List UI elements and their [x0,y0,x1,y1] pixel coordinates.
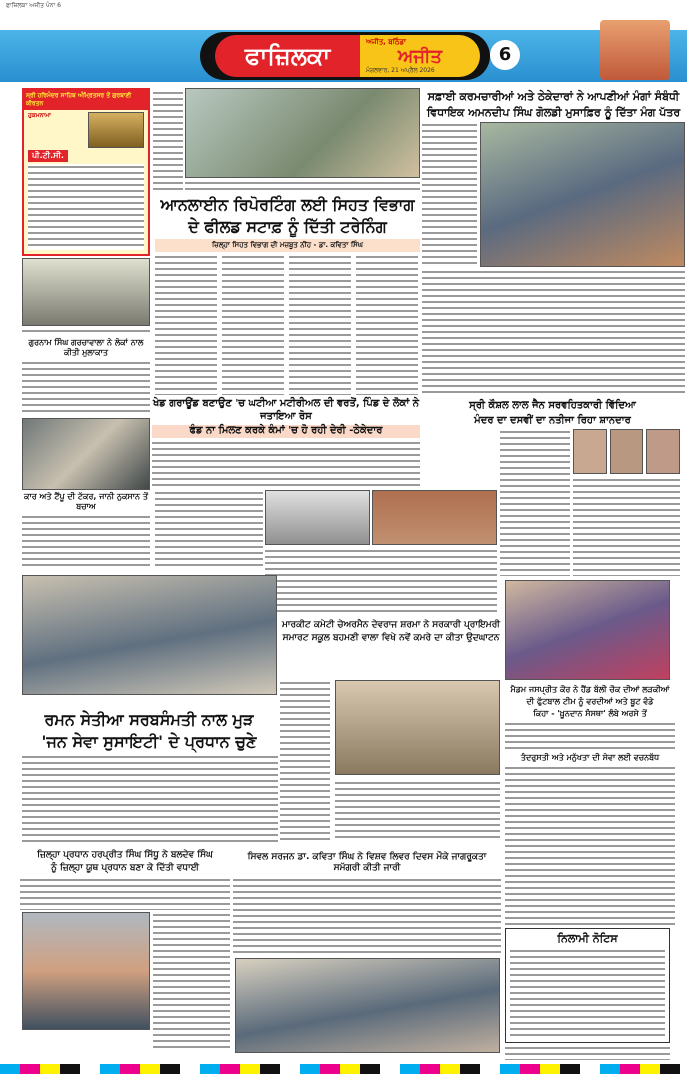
masthead-brand-box [360,35,480,77]
article-body [155,254,420,395]
classroom-inauguration-photo [335,680,500,775]
headline-school-1: ਸ੍ਰੀ ਕੌਸ਼ਲ ਲਾਲ ਜੈਨ ਸਰਵਹਿਤਕਾਰੀ ਵਿੱਦਿਆ [469,400,636,411]
football-story [505,685,675,925]
headline-car: ਕਾਰ ਅਤੇ ਟੈਂਪੂ ਦੀ ਟੱਕਰ, ਜਾਨੀ ਨੁਕਸਾਨ ਤੋਂ ਬਚਾਅ [24,492,148,511]
football-team-photo [505,580,670,680]
advertisement [22,88,150,256]
youth-president-photo [22,912,150,1030]
article-body [505,721,675,751]
student-portrait [610,429,644,474]
raman-story [20,710,278,845]
group-photo [22,258,150,326]
article-body [505,765,675,925]
market-headlines [281,620,501,676]
article-body [20,877,230,911]
masthead-edition: ਅਜੀਤ, ਬਠਿੰਡਾ [366,37,407,46]
article-body [153,912,230,1052]
headline-football-1: ਮੈਡਮ ਜਸਪ੍ਰੀਤ ਕੌਰ ਨੇ ਹੈਂਡ ਬੱਲੀ ਚੌਕ ਦੀਆਂ ਲੜਕੀਆਂ [510,685,670,694]
article-body [280,680,330,840]
headline-youth-1: ਜ਼ਿਲ੍ਹਾ ਪ੍ਰਧਾਨ ਹਰਪ੍ਰੀਤ ਸਿੰਘ ਸਿੱਧੂ ਨੇ ਬਲਦੇਵ ਸਿੰਘ [37,850,213,860]
masthead-date: ਮੰਗਲਵਾਰ, 21 ਅਪ੍ਰੈਲ 2026 [366,66,435,74]
headline-market-1: ਮਾਰਕੀਟ ਕਮੇਟੀ ਚੇਅਰਮੈਨ ਦੇਵਰਾਜ ਸ਼ਰਮਾ ਨੇ ਸਰਕਾਰੀ ਪ੍ਰਾਇਮਰੀ [282,620,500,630]
headline-football-4: ਤੰਦਰੁਸਤੀ ਅਤੇ ਮਨੁੱਖਤਾ ਦੀ ਸੇਵਾ ਲਈ ਵਚਨਬੱਧ [520,753,660,762]
article-body [335,780,500,840]
golden-temple-photo [88,112,144,148]
headline-school-2: ਮੰਦਰ ਦਾ ਦਸਵੀਂ ਦਾ ਨਤੀਜਾ ਰਿਹਾ ਸ਼ਾਨਦਾਰ [474,414,631,426]
headline-sanitation-2: ਵਿਧਾਇਕ ਅਮਨਦੀਪ ਸਿੰਘ ਗੋਲਡੀ ਮੁਸਾਫ਼ਿਰ ਨੂੰ ਦਿੱਤਾ ਮੰਗ ਪੱਤਰ [426,105,681,119]
auction-notice [505,928,670,1043]
article-body [422,269,685,396]
article-body [422,122,477,267]
sanitation-story [422,90,685,395]
headline-youth-2: ਨੂੰ ਜ਼ਿਲ੍ਹਾ ਯੂਥ ਪ੍ਰਧਾਨ ਬਣਾ ਕੇ ਦਿੱਤੀ ਵਧਾਈ [50,863,200,874]
ad-body [28,164,144,250]
article-body [573,477,680,576]
left-column [22,258,150,570]
headline-market-2: ਸਮਾਰਟ ਸਕੂਲ ਬਹਮਣੀ ਵਾਲਾ ਵਿਖੇ ਨਵੇਂ ਕਮਰੇ ਦਾ ਕੀਤਾ ਉਦਘਾਟਨ [282,633,500,644]
student-portrait [646,429,680,474]
headline-raman-1: ਰਮਨ ਸੇਤੀਆ ਸਰਬਸੰਮਤੀ ਨਾਲ ਮੁੜ [44,710,254,729]
photo-caption [185,180,420,192]
masthead-city: ਫਾਜ਼ਿਲਕਾ [215,35,360,77]
headline-sanitation-1: ਸਫ਼ਾਈ ਕਰਮਚਾਰੀਆਂ ਅਤੇ ਠੇਕੇਦਾਰਾਂ ਨੇ ਆਪਣੀਆਂ ਮੰਗਾਂ ਸੰਬੰਧੀ [427,90,680,103]
article-body [233,877,501,956]
liver-day-photo [235,958,500,1053]
classified-ad [505,1045,670,1060]
article-body [153,90,183,190]
photo-caption [22,328,150,336]
headline-health-1: ਆਨਲਾਈਨ ਰਿਪੋਰਟਿੰਗ ਲਈ ਸਿਹਤ ਵਿਭਾਗ [160,195,415,214]
car-accident-photo [22,418,150,490]
headline-ground: ਖੇਡ ਗਰਾਊਂਡ ਬਣਾਉਣ 'ਚ ਘਟੀਆ ਮਟੀਰੀਅਲ ਦੀ ਵਰਤੋਂ, ਪਿੰਡ ਦੇ ਲੋਕਾਂ ਨੇ ਜਤਾਇਆ ਰੋਸ [152,398,420,422]
print-slug: ਫਾਜ਼ਿਲਕਾ ਅਜੀਤ ਪੰਨਾ 6 [6,2,61,9]
headline-left1: ਗੁਰਨਾਮ ਸਿੰਘ ਗਰਚਾਵਾਲਾ ਨੇ ਲੋਕਾਂ ਨਾਲ ਕੀਤੀ ਮੁਲਾਕਾਤ [28,338,144,357]
headline-football-2: ਦੀ ਫੁੱਟਬਾਲ ਟੀਮ ਨੂੰ ਵਰਦੀਆਂ ਅਤੇ ਬੂਟ ਵੰਡੇ [526,697,654,706]
print-color-bar [0,1064,687,1074]
page-number: 6 [490,40,520,70]
ground-story [152,398,420,488]
subhead-ground: ਫੰਡ ਨਾ ਮਿਲਣ ਕਰਕੇ ਕੰਮਾਂ 'ਚ ਹੋ ਰਹੀ ਦੇਰੀ -ਠੇਕੇਦਾਰ [152,425,420,438]
ad-title: ਸ੍ਰੀ ਹਰਿਮੰਦਰ ਸਾਹਿਬ ਅੰਮ੍ਰਿਤਸਰ ਤੋਂ ਗੁਰਬਾਣੀ ਕੀਰਤਨ [24,90,148,110]
masthead-logo: ਅਜੀਤ [397,45,443,67]
health-training-photo [185,88,420,178]
article-body [22,514,150,570]
wall-photo [265,490,370,545]
headline-health-2: ਦੇ ਫੀਲਡ ਸਟਾਫ਼ ਨੂੰ ਦਿੱਤੀ ਟਰੇਨਿੰਗ [188,217,387,236]
youth-story [20,850,230,910]
headline-football-3: ਕਿਹਾ - 'ਖ਼ੂਨਦਾਨ ਸੰਸਥਾ' ਲੰਬੇ ਅਰਸੇ ਤੋਂ [533,709,647,718]
school-story [425,400,680,576]
health-story [155,195,420,395]
headline-raman-2: 'ਜਨ ਸੇਵਾ ਸੁਸਾਇਟੀ' ਦੇ ਪ੍ਰਧਾਨ ਚੁਣੇ [41,732,257,751]
article-body [500,429,570,576]
article-body [152,440,420,489]
article-body [22,754,278,845]
subhead-health: ਜ਼ਿਲ੍ਹਾ ਸਿਹਤ ਵਿਭਾਗ ਦੀ ਮਜ਼ਬੂਤ ਨੀਂਹ - ਡਾ. ਕਵਿਤਾ ਸਿੰਘ [155,239,420,252]
article-body [22,360,150,416]
market-committee-photo [22,575,277,695]
sanitation-photo [480,122,685,267]
ad-tag: ਹੁਕਮਨਾਮਾ [28,111,51,119]
ad-badge: ਪੀ.ਟੀ.ਸੀ. [28,150,68,162]
monument-illustration [600,20,670,80]
headline-liver: ਸਿਵਲ ਸਰਜਨ ਡਾ. ਕਵਿਤਾ ਸਿੰਘ ਨੇ ਵਿਸ਼ਵ ਲਿਵਰ ਦਿਵਸ ਮੌਕੇ ਜਾਗਰੂਕਤਾ ਸਮੱਗਰੀ ਕੀਤੀ ਜਾਰੀ [247,852,487,874]
notice-title: ਨਿਲਾਮੀ ਨੋਟਿਸ [557,932,618,945]
liver-story [233,852,501,955]
article-body [155,490,263,570]
notice-body [510,948,665,1038]
student-portrait [573,429,607,474]
